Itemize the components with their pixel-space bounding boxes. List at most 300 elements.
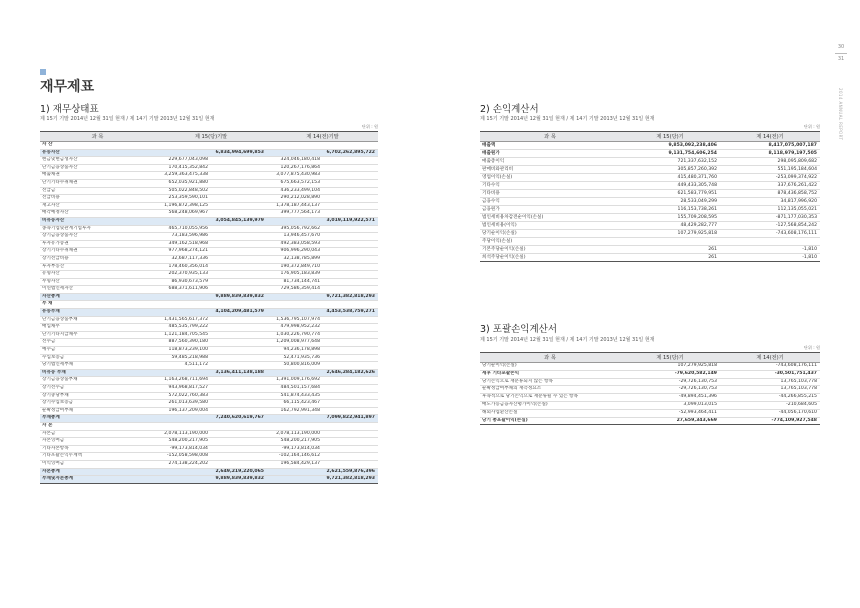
row-value: 399,777,564,173 [267,210,323,218]
table-row [40,225,378,233]
row-value [323,172,378,180]
row-label: 유형자산 [40,271,155,279]
table-row [40,385,378,393]
row-value [323,347,378,355]
table-row [40,354,378,362]
row-value: -1,810 [720,254,820,262]
table-row [40,142,378,150]
table-row [40,476,378,484]
row-label: 해외사업환산손실 [480,409,620,417]
row-value: 1,030,226,790,774 [267,331,323,339]
table-row [480,158,820,166]
row-label: 기타비용 [480,190,620,198]
table-row [40,210,378,218]
table-row [480,214,820,222]
row-value: 3,136,411,138,188 [211,369,267,377]
row-value: 349,162,518,968 [155,240,211,248]
row-value: 9,721,382,818,293 [323,476,378,484]
ci-subtitle: 제 15기 기말 2014년 12월 31일 현재 / 제 14기 기말 2013년 12월 31일 현재 [480,337,655,343]
table-row [40,157,378,165]
row-label: 금융원가 [480,206,620,214]
row-value [155,468,211,476]
row-value [267,301,323,309]
row-value: 9,131,754,606,254 [620,150,720,158]
row-value [211,286,267,294]
row-value: 196,137,209,004 [155,407,211,415]
row-value [211,362,267,370]
table-row [480,254,820,262]
row-value [323,271,378,279]
col-header: 제 15(당)기 [620,132,720,142]
table-row [40,392,378,400]
table-row [40,400,378,408]
row-value: 112,135,055,021 [720,206,820,214]
row-value [267,149,323,157]
row-value: -99,173,814,034 [155,445,211,453]
row-value: 887,560,390,180 [155,339,211,347]
row-value: 436,233,499,104 [267,187,323,195]
row-value [323,286,378,294]
row-label: 투자부동산 [40,263,155,271]
table-row [480,238,820,246]
row-value: 7,240,620,619,767 [211,415,267,423]
row-value: 28,533,049,299 [620,198,720,206]
row-value: 261,013,639,580 [155,400,211,408]
row-label: 순확정급여부채 [40,407,155,415]
row-value: -743,608,176,111 [720,230,820,238]
row-value [323,377,378,385]
table-row [40,187,378,195]
row-value [155,415,211,423]
row-value [211,347,267,355]
col-header: 과 목 [480,353,620,363]
col-header: 제 14(전)기 [720,132,820,142]
row-value [720,238,820,246]
table-row [480,401,820,409]
row-label: 재고자산 [40,202,155,210]
table-row [40,430,378,438]
row-label: 매출원가 [480,150,620,158]
row-value: 178,460,356,014 [155,263,211,271]
row-value [323,385,378,393]
row-value: 395,056,792,662 [267,225,323,233]
table-row [40,271,378,279]
row-value: 118,873,239,100 [155,347,211,355]
row-value: 449,433,305,748 [620,182,720,190]
table-row [480,190,820,198]
row-value [323,263,378,271]
row-value: 176,905,183,839 [267,271,323,279]
row-value: -49,894,451,396 [620,394,720,402]
table-row [40,240,378,248]
table-row [40,309,378,317]
table-row [40,278,378,286]
row-value [211,179,267,187]
row-label: 매출액 [480,142,620,150]
row-value: 415,480,371,760 [620,174,720,182]
row-value: 107,279,925,818 [620,230,720,238]
row-label: 이연법인세자산 [40,286,155,294]
row-value: -44,266,855,215 [720,394,820,402]
row-value [155,293,211,301]
row-value [323,362,378,370]
table-row [480,182,820,190]
row-value: 484,501,157,684 [267,385,323,393]
page-number-left: 30 [837,44,845,50]
row-value: 688,371,611,906 [155,286,211,294]
row-value: 9,721,382,818,293 [323,293,378,301]
table-row [40,179,378,187]
ci-unit: 단위 : 원 [803,345,820,350]
row-value: 7,099,822,941,897 [323,415,378,423]
row-label: 자산총계 [40,293,155,301]
row-value [211,422,267,430]
row-value [211,339,267,347]
row-value: 261 [620,254,720,262]
row-label: 법인세비용(이익) [480,222,620,230]
table-row [40,202,378,210]
row-label: 종속기업및관계기업투자 [40,225,155,233]
row-value [323,157,378,165]
row-label: 단기기타지급채무 [40,331,155,339]
table-row [480,198,820,206]
row-value: 6,834,994,699,853 [211,149,267,157]
row-label: 장기금융상품자산 [40,233,155,241]
row-value: 229,677,043,098 [155,157,211,165]
table-row [40,293,378,301]
table-row [480,394,820,402]
row-label: 금융수익 [480,198,620,206]
row-value [323,240,378,248]
row-value [211,172,267,180]
table-row [480,417,820,425]
row-value: 27,659,343,669 [620,417,720,425]
row-value: 2,078,113,190,000 [267,430,323,438]
row-value: 324,046,180,418 [267,157,323,165]
row-value: 2,078,113,190,000 [155,430,211,438]
row-value [323,324,378,332]
table-row [40,164,378,172]
row-value [267,476,323,484]
row-value [267,468,323,476]
row-value: 505,022,848,502 [155,187,211,195]
table-row [480,386,820,394]
row-value [211,240,267,248]
row-value [267,309,323,317]
table-row [40,468,378,476]
table-row [480,142,820,150]
row-value [211,301,267,309]
row-value [323,202,378,210]
row-value [267,217,323,225]
row-value [323,331,378,339]
table-row [40,172,378,180]
table-row [40,377,378,385]
row-value [323,430,378,438]
row-value [211,187,267,195]
row-value: 465,710,055,956 [155,225,211,233]
row-value: -30,501,751,437 [720,370,820,378]
table-row [40,248,378,256]
row-value: 572,022,760,383 [155,392,211,400]
row-value: 94,236,178,898 [267,347,323,355]
table-row [40,195,378,203]
row-value: 9,853,092,238,406 [620,142,720,150]
table-row [40,217,378,225]
comprehensive-income-table [480,352,820,425]
row-value [155,422,211,430]
row-label: 예수금 [40,347,155,355]
row-value [323,164,378,172]
row-value: 3,054,845,139,979 [211,217,267,225]
table-row [40,331,378,339]
row-label: 선급금 [40,187,155,195]
row-value [211,195,267,203]
row-value: 305,857,260,392 [620,166,720,174]
row-value [323,278,378,286]
table-row [480,166,820,174]
row-value: 485,535,799,222 [155,324,211,332]
row-value: -79,620,582,149 [620,370,720,378]
row-label: 단기기타수취채권 [40,179,155,187]
row-value [211,331,267,339]
page-number [835,44,847,63]
row-value: 274,138,224,202 [155,460,211,468]
row-value [267,142,323,150]
row-value: 261 [620,246,720,254]
row-value: 81,734,144,741 [267,278,323,286]
row-value: 652,035,921,880 [155,179,211,187]
row-value [267,415,323,423]
row-value [211,377,267,385]
row-value: 32,138,785,899 [267,255,323,263]
row-value [211,255,267,263]
row-label: 유동부채 [40,309,155,317]
row-label: 세후 기타포괄손익 [480,370,620,378]
row-value: -99,173,814,034 [267,445,323,453]
table-row [40,369,378,377]
row-value: 878,436,858,752 [720,190,820,198]
table-row [40,301,378,309]
row-label: 단기금융상품부채 [40,316,155,324]
table-row [40,407,378,415]
row-value [211,271,267,279]
row-value [155,476,211,484]
row-value: 34,817,996,920 [720,198,820,206]
row-value [155,142,211,150]
table-header-row [480,132,820,142]
row-value: 116,153,738,261 [620,206,720,214]
row-value: 1,121,184,705,545 [155,331,211,339]
row-value: 162,792,991,348 [267,407,323,415]
row-value: 479,998,952,232 [267,324,323,332]
row-value [211,324,267,332]
table-row [480,409,820,417]
income-statement-table [480,131,820,262]
row-value: -774,109,927,548 [720,417,820,425]
row-value: 1,196,872,398,125 [155,202,211,210]
row-value: 3,099,013,015 [620,401,720,409]
row-value [211,157,267,165]
row-value: 541,874,433,435 [267,392,323,400]
table-row [40,453,378,461]
col-header: 과 목 [40,132,155,142]
row-label: 현금및현금성자산 [40,157,155,165]
page-number-right: 31 [837,56,845,62]
row-value: 2,649,219,220,065 [211,468,267,476]
table-row [40,286,378,294]
table-row [480,363,820,371]
row-value: 120,267,176,864 [267,164,323,172]
row-label: 영업이익(손실) [480,174,620,182]
side-report-label: 2014 ANNUAL REPORT [838,88,843,141]
row-value [323,195,378,203]
row-value: 4,453,538,759,271 [323,309,378,317]
row-value [155,149,211,157]
table-header-row [40,132,378,142]
row-value: -152,058,598,008 [155,453,211,461]
table-row [40,347,378,355]
row-label: 매출채권 [40,172,155,180]
row-value: 1,431,565,617,372 [155,316,211,324]
row-value [323,210,378,218]
fs-title: 1) 재무상태표 [40,104,99,115]
row-value [323,225,378,233]
table-row [480,370,820,378]
row-label: 기타포괄손익누계액 [40,453,155,461]
row-value: -29,726,130,753 [620,386,720,394]
row-value [323,339,378,347]
row-label: 장기금융상품부채 [40,377,155,385]
col-header: 제 15(당)기 [620,353,720,363]
row-value: 1,391,009,176,692 [267,377,323,385]
row-value: 48,429,282,777 [620,222,720,230]
table-row [40,324,378,332]
row-value: -127,568,854,242 [720,222,820,230]
row-value [267,293,323,301]
row-label: 부채및자본총계 [40,476,155,484]
row-value: -102,164,146,612 [267,453,323,461]
row-value: 59,485,218,988 [155,354,211,362]
row-value: 8,417,075,007,187 [720,142,820,150]
row-value: 4,104,209,481,579 [211,309,267,317]
row-label: 자 본 [40,422,155,430]
row-value: -743,608,176,111 [720,363,820,371]
table-row [40,445,378,453]
table-row [480,206,820,214]
row-value: 13,765,103,778 [720,378,820,386]
row-value [323,392,378,400]
row-value: 9,889,839,839,832 [211,476,267,484]
is-unit: 단위 : 원 [803,124,820,129]
row-value [211,392,267,400]
row-value: 202,370,935,133 [155,271,211,279]
table-row [480,378,820,386]
row-value: 66,115,423,467 [267,400,323,408]
row-value: -871,177,030,353 [720,214,820,222]
row-value [211,430,267,438]
row-value: 50,800,816,009 [267,362,323,370]
row-value: 32,687,117,336 [155,255,211,263]
table-row [480,230,820,238]
table-row [40,233,378,241]
row-value: 155,709,208,595 [620,214,720,222]
row-label: 수입보증금 [40,354,155,362]
row-value: 52,471,935,736 [267,354,323,362]
row-value: -52,993,464,411 [620,409,720,417]
row-value [211,278,267,286]
row-value: 675,663,572,153 [267,179,323,187]
row-value [211,202,267,210]
col-header: 제 15(당)기말 [155,132,267,142]
table-row [40,263,378,271]
table-row [40,362,378,370]
row-value [323,248,378,256]
row-label: 자 산 [40,142,155,150]
row-value [323,445,378,453]
row-label: 후속적으로 당기손익으로 재분류될 수 있는 항목 [480,394,620,402]
row-label: 매도가능금융자산평가이익(손실) [480,401,620,409]
row-value: 4,511,172 [155,362,211,370]
row-value [267,369,323,377]
row-label: 매각예정자산 [40,210,155,218]
balance-sheet-table [40,131,378,484]
table-row [40,339,378,347]
row-label: 무형자산 [40,278,155,286]
row-label: 기본주당순이익(손실) [480,246,620,254]
row-value [211,210,267,218]
row-value: 551,195,184,604 [720,166,820,174]
col-header: 제 14(전)기 [720,353,820,363]
row-value [211,400,267,408]
row-value [211,248,267,256]
row-label: 자본총계 [40,468,155,476]
table-row [480,174,820,182]
row-value: 8,118,979,197,505 [720,150,820,158]
row-value: 3,259,363,475,338 [155,172,211,180]
row-value: 3,077,875,430,983 [267,172,323,180]
row-label: 법인세비용차감전순이익(손실) [480,214,620,222]
row-value [267,422,323,430]
table-row [40,149,378,157]
row-label: 희석주당순이익(손실) [480,254,620,262]
row-value: 13,946,457,670 [267,233,323,241]
row-value: -29,726,130,753 [620,378,720,386]
title-bullet-icon [40,69,46,75]
ci-title: 3) 포괄손익계산서 [480,324,558,335]
row-value [211,316,267,324]
row-label: 당기법인세부채 [40,362,155,370]
row-value: 548,200,217,905 [267,438,323,446]
row-value [323,187,378,195]
row-label: 선수금 [40,339,155,347]
row-value [155,309,211,317]
row-value [211,453,267,461]
row-value: 107,279,925,818 [620,363,720,371]
table-row [40,316,378,324]
row-value [323,316,378,324]
row-value: 977,968,274,121 [155,248,211,256]
row-value [211,445,267,453]
row-value [211,407,267,415]
row-value [323,407,378,415]
is-title: 2) 손익계산서 [480,104,539,115]
row-label: 선급비용 [40,195,155,203]
row-label: 기타수익 [480,182,620,190]
row-value [323,179,378,187]
row-value: 190,372,849,710 [267,263,323,271]
row-value [155,301,211,309]
